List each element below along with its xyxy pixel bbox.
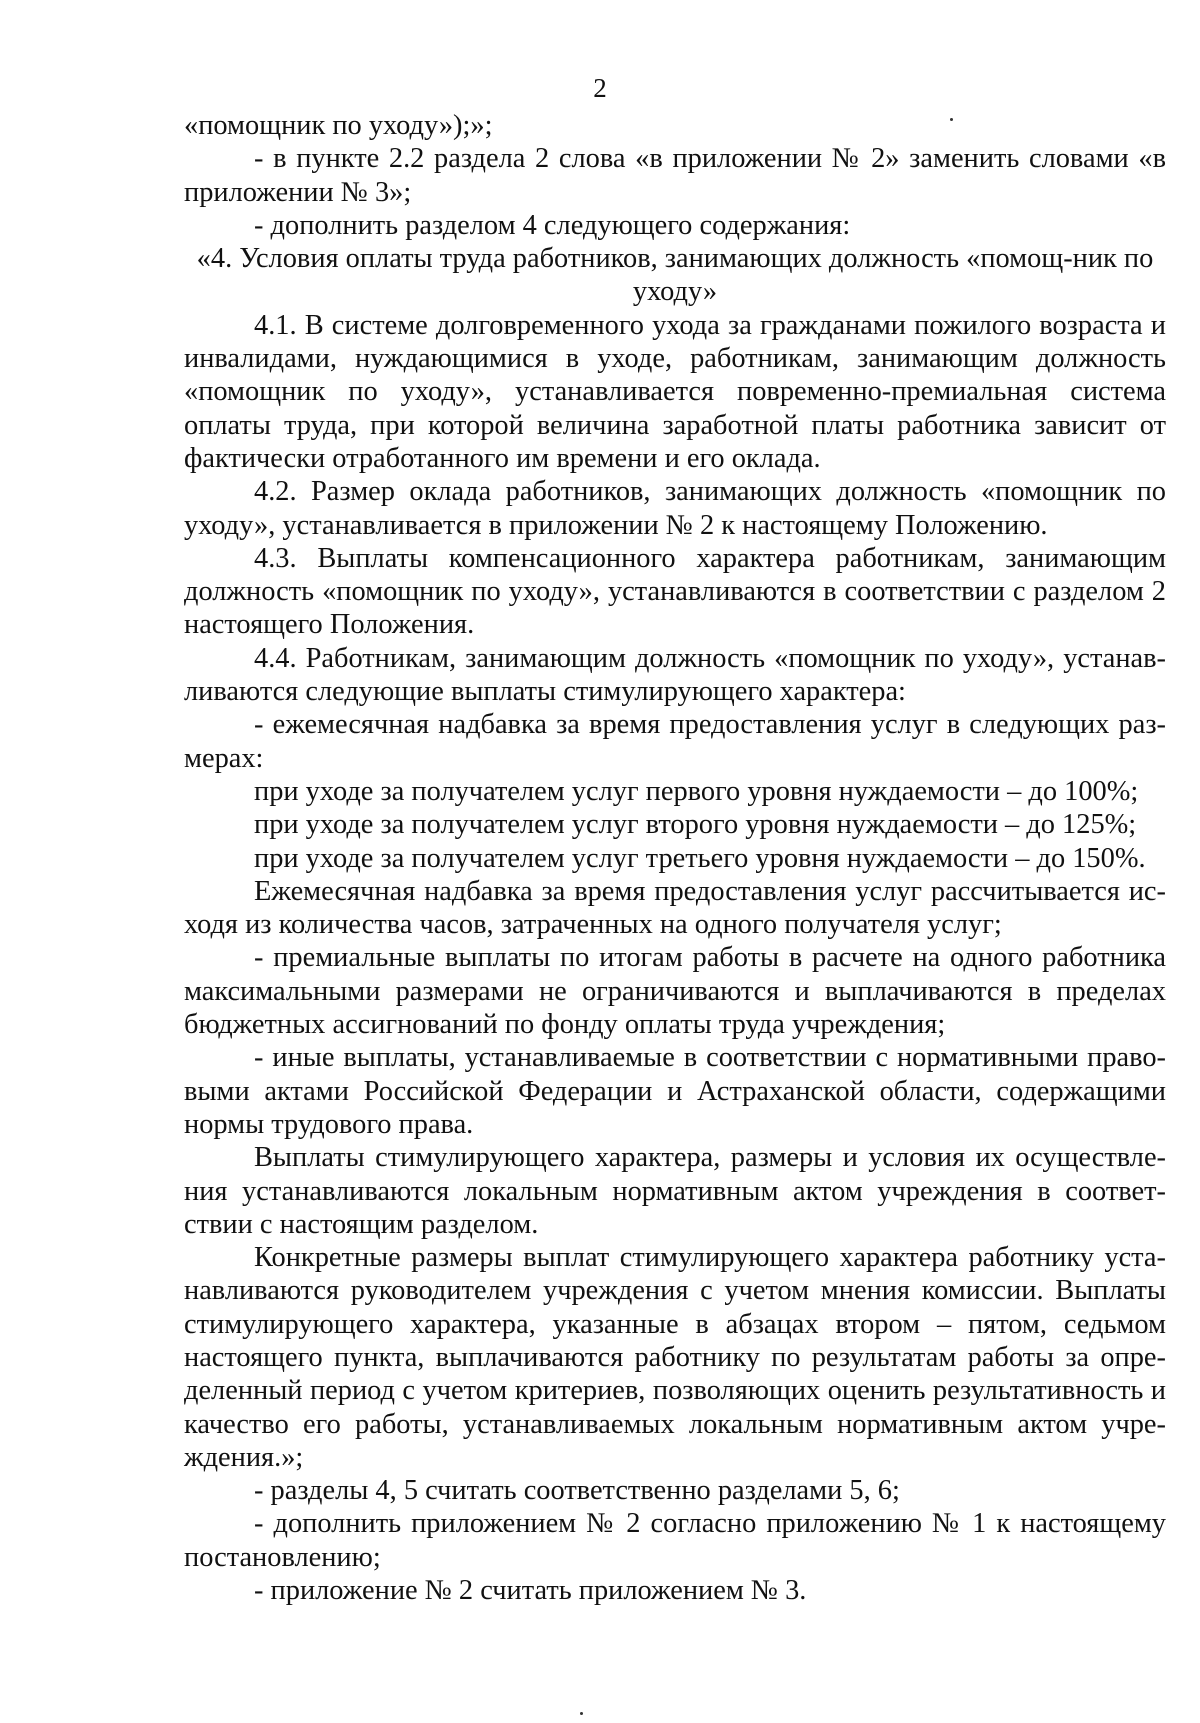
paragraph: Выплаты стимулирующего характера, размеры и условия их осуществле-ния устанавливаются локальным нормативным актом учреждения в соответ-ствии с настоящим разделом. xyxy=(184,1142,1166,1240)
paragraph: «помощник по уходу»);»; xyxy=(184,110,493,141)
paragraph: Конкретные размеры выплат стимулирующего характера работнику уста-навливаются руководителем учреждения с учетом мнения комиссии. Выплаты стимулирующего характера, указанные в абзацах втором – пятом, седьмом настоящего пункта, выплачиваются работнику по результатам работы за опре-деленный период с учетом критериев, позволяющих оценить результативность и качество его работы, устанавливаемых локальным нормативным актом учре-ждения.»; xyxy=(184,1242,1166,1473)
paragraph: - дополнить разделом 4 следующего содержания: xyxy=(254,209,851,241)
list-item: при уходе за получателем услуг второго уровня нуждаемости – до 125%; xyxy=(254,809,1137,841)
scan-speck xyxy=(580,1712,583,1715)
paragraph: - дополнить приложением № 2 согласно приложению № 1 к настоящему постановлению; xyxy=(184,1508,1166,1573)
paragraph: - премиальные выплаты по итогам работы в расчете на одного работника максимальными размерами не ограничиваются и выплачиваются в пределах бюджетных ассигнований по фонду оплаты труда учреждения; xyxy=(184,942,1166,1041)
paragraph: - разделы 4, 5 считать соответственно разделами 5, 6; xyxy=(254,1475,900,1507)
paragraph: 4.3. Выплаты компенсационного характера работникам, занимающим должность «помощник по уходу», устанавливаются в соответствии с разделом 2 настоящего Положения. xyxy=(184,542,1166,641)
paragraph: 4.2. Размер оклада работников, занимающих должность «помощник по уходу», устанавливается в приложении № 2 к настоящему Положению. xyxy=(184,476,1166,541)
scan-speck xyxy=(950,118,953,121)
paragraph: Ежемесячная надбавка за время предоставления услуг рассчитывается ис-ходя из количества часов, затраченных на одного получателя услуг; xyxy=(184,875,1166,941)
paragraph: 4.4. Работникам, занимающим должность «помощник по уходу», устанав-ливаются следующие выплаты стимулирующего характера: xyxy=(184,642,1166,708)
paragraph: - иные выплаты, устанавливаемые в соответствии с нормативными право-выми актами Российской Федерации и Астраханской области, содержащими нормы трудового права. xyxy=(184,1042,1166,1140)
paragraph: 4.1. В системе долговременного ухода за гражданами пожилого возраста и инвалидами, нуждающимися в уходе, работникам, занимающим должность «помощник по уходу», устанавливается повременно-премиальная система оплаты труда, при которой величина заработной платы работника зависит от фактически отработанного им времени и его оклада. xyxy=(184,309,1166,474)
paragraph: - приложение № 2 считать приложением № 3. xyxy=(254,1575,807,1607)
paragraph: - ежемесячная надбавка за время предоставления услуг в следующих раз-мерах: xyxy=(184,709,1166,774)
list-item: при уходе за получателем услуг первого уровня нуждаемости – до 100%; xyxy=(254,775,1139,807)
page-number: 2 xyxy=(593,73,607,103)
list-item: при уходе за получателем услуг третьего уровня нуждаемости – до 150%. xyxy=(254,842,1146,874)
paragraph: - в пункте 2.2 раздела 2 слова «в приложении № 2» заменить словами «в приложении № 3»; xyxy=(184,143,1166,208)
section-heading: «4. Условия оплаты труда работников, занимающих должность «помощ-ник по уходу» xyxy=(196,243,1154,308)
document-body xyxy=(184,109,1166,1607)
